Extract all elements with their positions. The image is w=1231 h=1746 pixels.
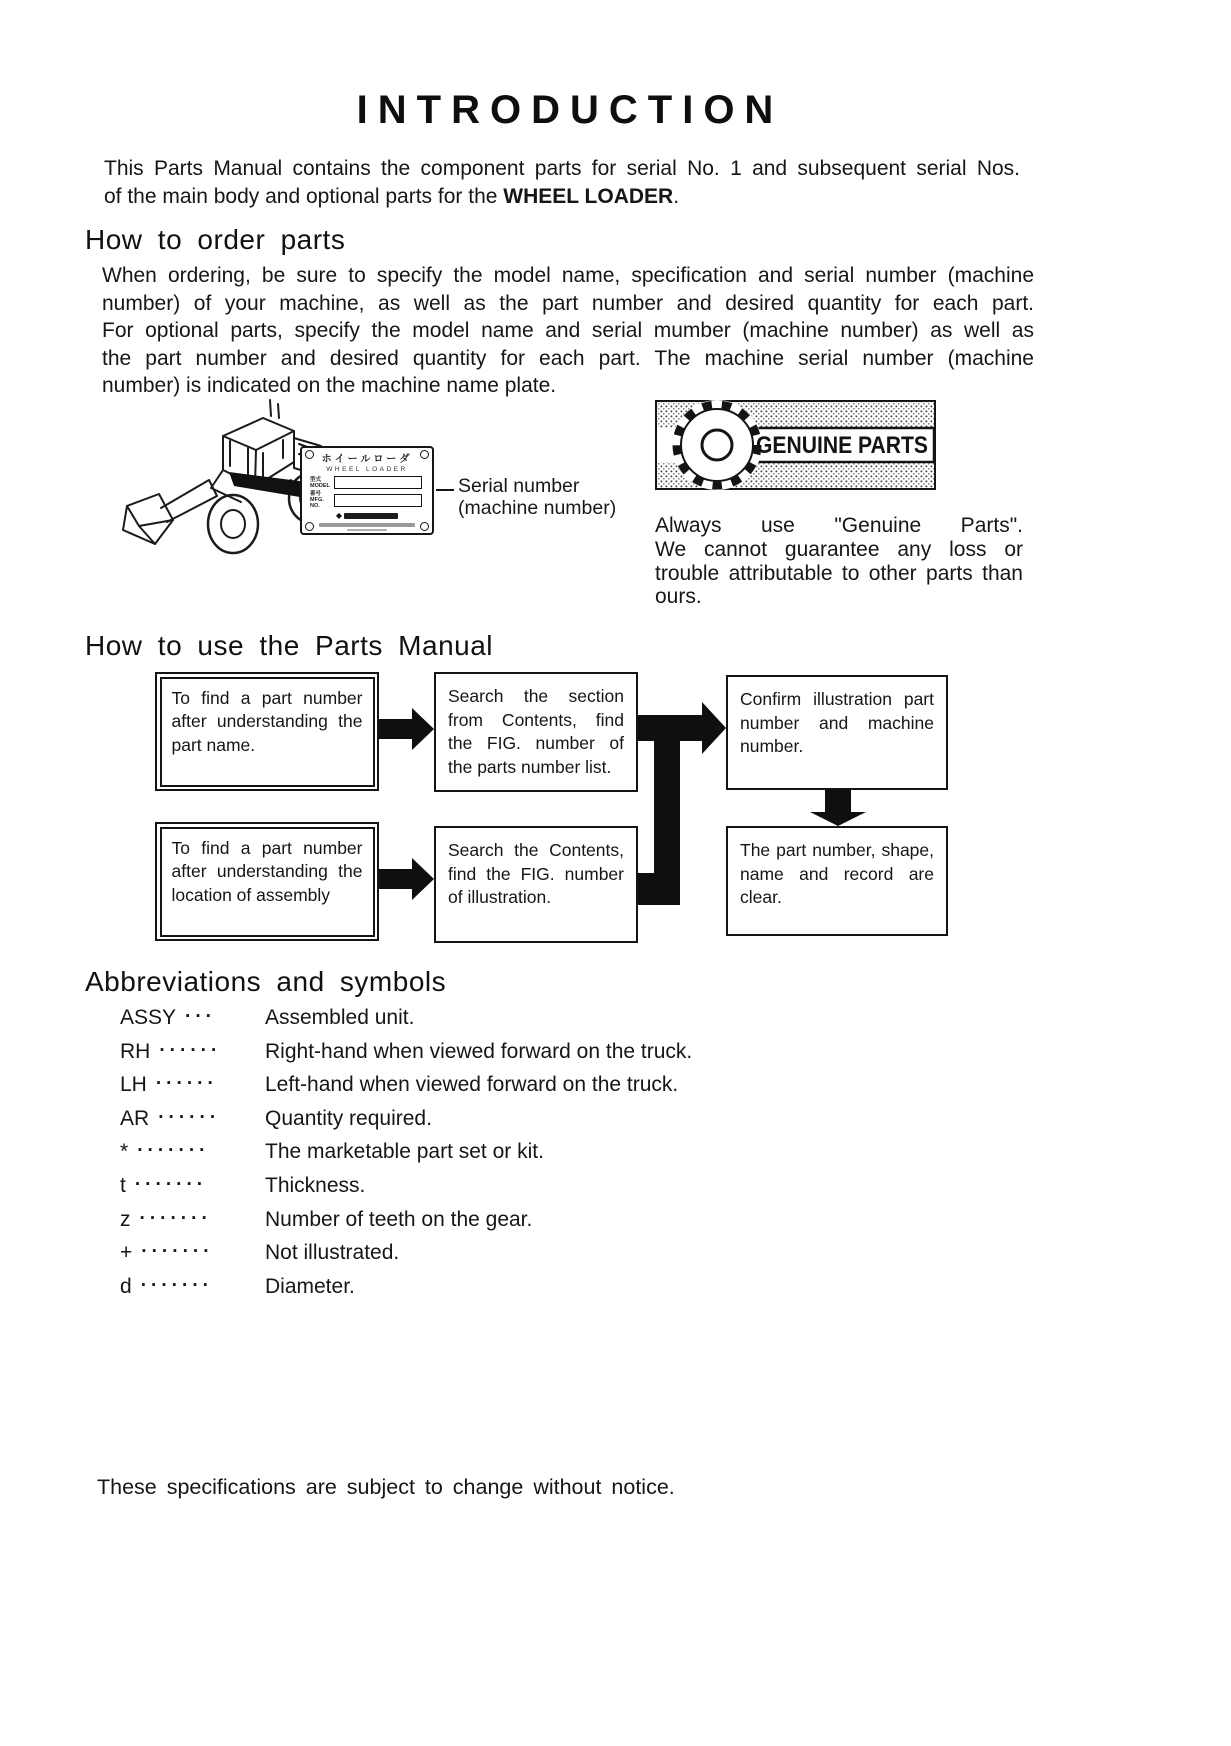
plate-model-label: 型式 MODEL — [310, 476, 330, 489]
abbrev-row: z ······· Number of teeth on the gear. — [120, 1207, 533, 1231]
name-plate — [300, 446, 434, 535]
plate-model-field — [334, 476, 422, 489]
gear-icon — [672, 400, 762, 490]
flow-arrow-right-icon — [379, 708, 434, 750]
screw-icon — [420, 522, 429, 531]
flow-box-mid-top: Search the section from Contents, find the FIG. number of the parts number list. — [434, 672, 638, 792]
plate-address-illegible — [319, 523, 415, 527]
screw-icon — [305, 450, 314, 459]
plate-serial-field — [334, 494, 422, 507]
abbrev-row: LH ······ Left-hand when viewed forward on the truck. — [120, 1073, 679, 1097]
intro-line-2: of the main body and optional parts for the WHEEL LOADER. — [104, 184, 680, 208]
genuine-parts-note: Always use "Genuine Parts". We cannot guarantee any loss or trouble attributable to other parts than ours. — [655, 514, 1023, 609]
plate-title-en: WHEEL LOADER — [326, 466, 408, 473]
abbrev-row: RH ······ Right-hand when viewed forward on the truck. — [120, 1039, 693, 1063]
plate-model-row — [310, 476, 432, 489]
abbrev-row: d ······· Diameter. — [120, 1274, 355, 1298]
leader-dots: ··· — [185, 1006, 217, 1027]
flow-box-left-top: To find a part number after understanding the part name. — [155, 672, 379, 791]
screw-icon — [305, 522, 314, 531]
serial-callout-line — [436, 489, 454, 491]
plate-title-jp: ホイールローダ — [321, 454, 413, 465]
order-section-paragraph: When ordering, be sure to specify the model name, specification and serial number (machine number) of your machine, as well as the part number and desired quantity for each part. For optional parts, specify the model name and serial mumber (machine number) as well as the part number and desired quantity for each part. The machine serial number (machine number) is indicated on the machine name plate. — [102, 264, 1034, 398]
screw-icon — [420, 450, 429, 459]
flow-arrow-down-icon — [810, 790, 866, 826]
abbrev-row — [120, 1006, 940, 1040]
abbreviation-list — [120, 1006, 940, 1308]
genuine-parts-logo — [655, 400, 936, 490]
page-title: INTRODUCTION — [356, 88, 784, 132]
abbrev-row: + ······· Not illustrated. — [120, 1241, 400, 1265]
order-section-heading: How to order parts — [85, 224, 346, 255]
flow-box-right-bottom: The part number, shape, name and record are clear. — [726, 826, 948, 936]
plate-maker-line: ◆ — [302, 512, 432, 520]
flow-box-right-top: Confirm illustration part number and machine number. — [726, 675, 948, 790]
flow-box-left-bottom: To find a part number after understanding the location of assembly — [155, 822, 379, 941]
plate-serial-row — [310, 491, 432, 509]
footer-note: These specifications are subject to change without notice. — [97, 1475, 675, 1499]
abbrev-description: Assembled unit. — [265, 1006, 415, 1029]
wheel-loader-emphasis: WHEEL LOADER — [503, 184, 674, 208]
genuine-parts-text: GENUINE PARTS — [756, 432, 928, 459]
abbrev-symbol: ASSY — [120, 1006, 177, 1029]
abbrev-row: * ······· The marketable part set or kit. — [120, 1140, 544, 1164]
abbrev-row: AR ······ Quantity required. — [120, 1106, 432, 1130]
plate-serial-label: 番号 MFG. NO. — [310, 491, 324, 509]
flow-merge-foot — [638, 873, 658, 905]
usage-section-heading: How to use the Parts Manual — [85, 630, 494, 661]
intro-paragraph — [104, 155, 1020, 210]
plate-address-illegible — [347, 529, 387, 532]
flow-box-mid-bottom: Search the Contents, find the FIG. number of illustration. — [434, 826, 638, 943]
flow-arrow-right-icon — [379, 858, 434, 900]
abbrev-section-heading: Abbreviations and symbols — [85, 966, 447, 997]
flow-arrow-right-icon — [638, 702, 726, 754]
intro-line-1: This Parts Manual contains the component parts for serial No. 1 and subsequent serial Nos. — [104, 157, 1020, 180]
serial-number-label: Serial number (machine number) — [458, 475, 617, 519]
maker-name-illegible — [344, 513, 398, 519]
abbrev-row: t ······· Thickness. — [120, 1173, 366, 1197]
